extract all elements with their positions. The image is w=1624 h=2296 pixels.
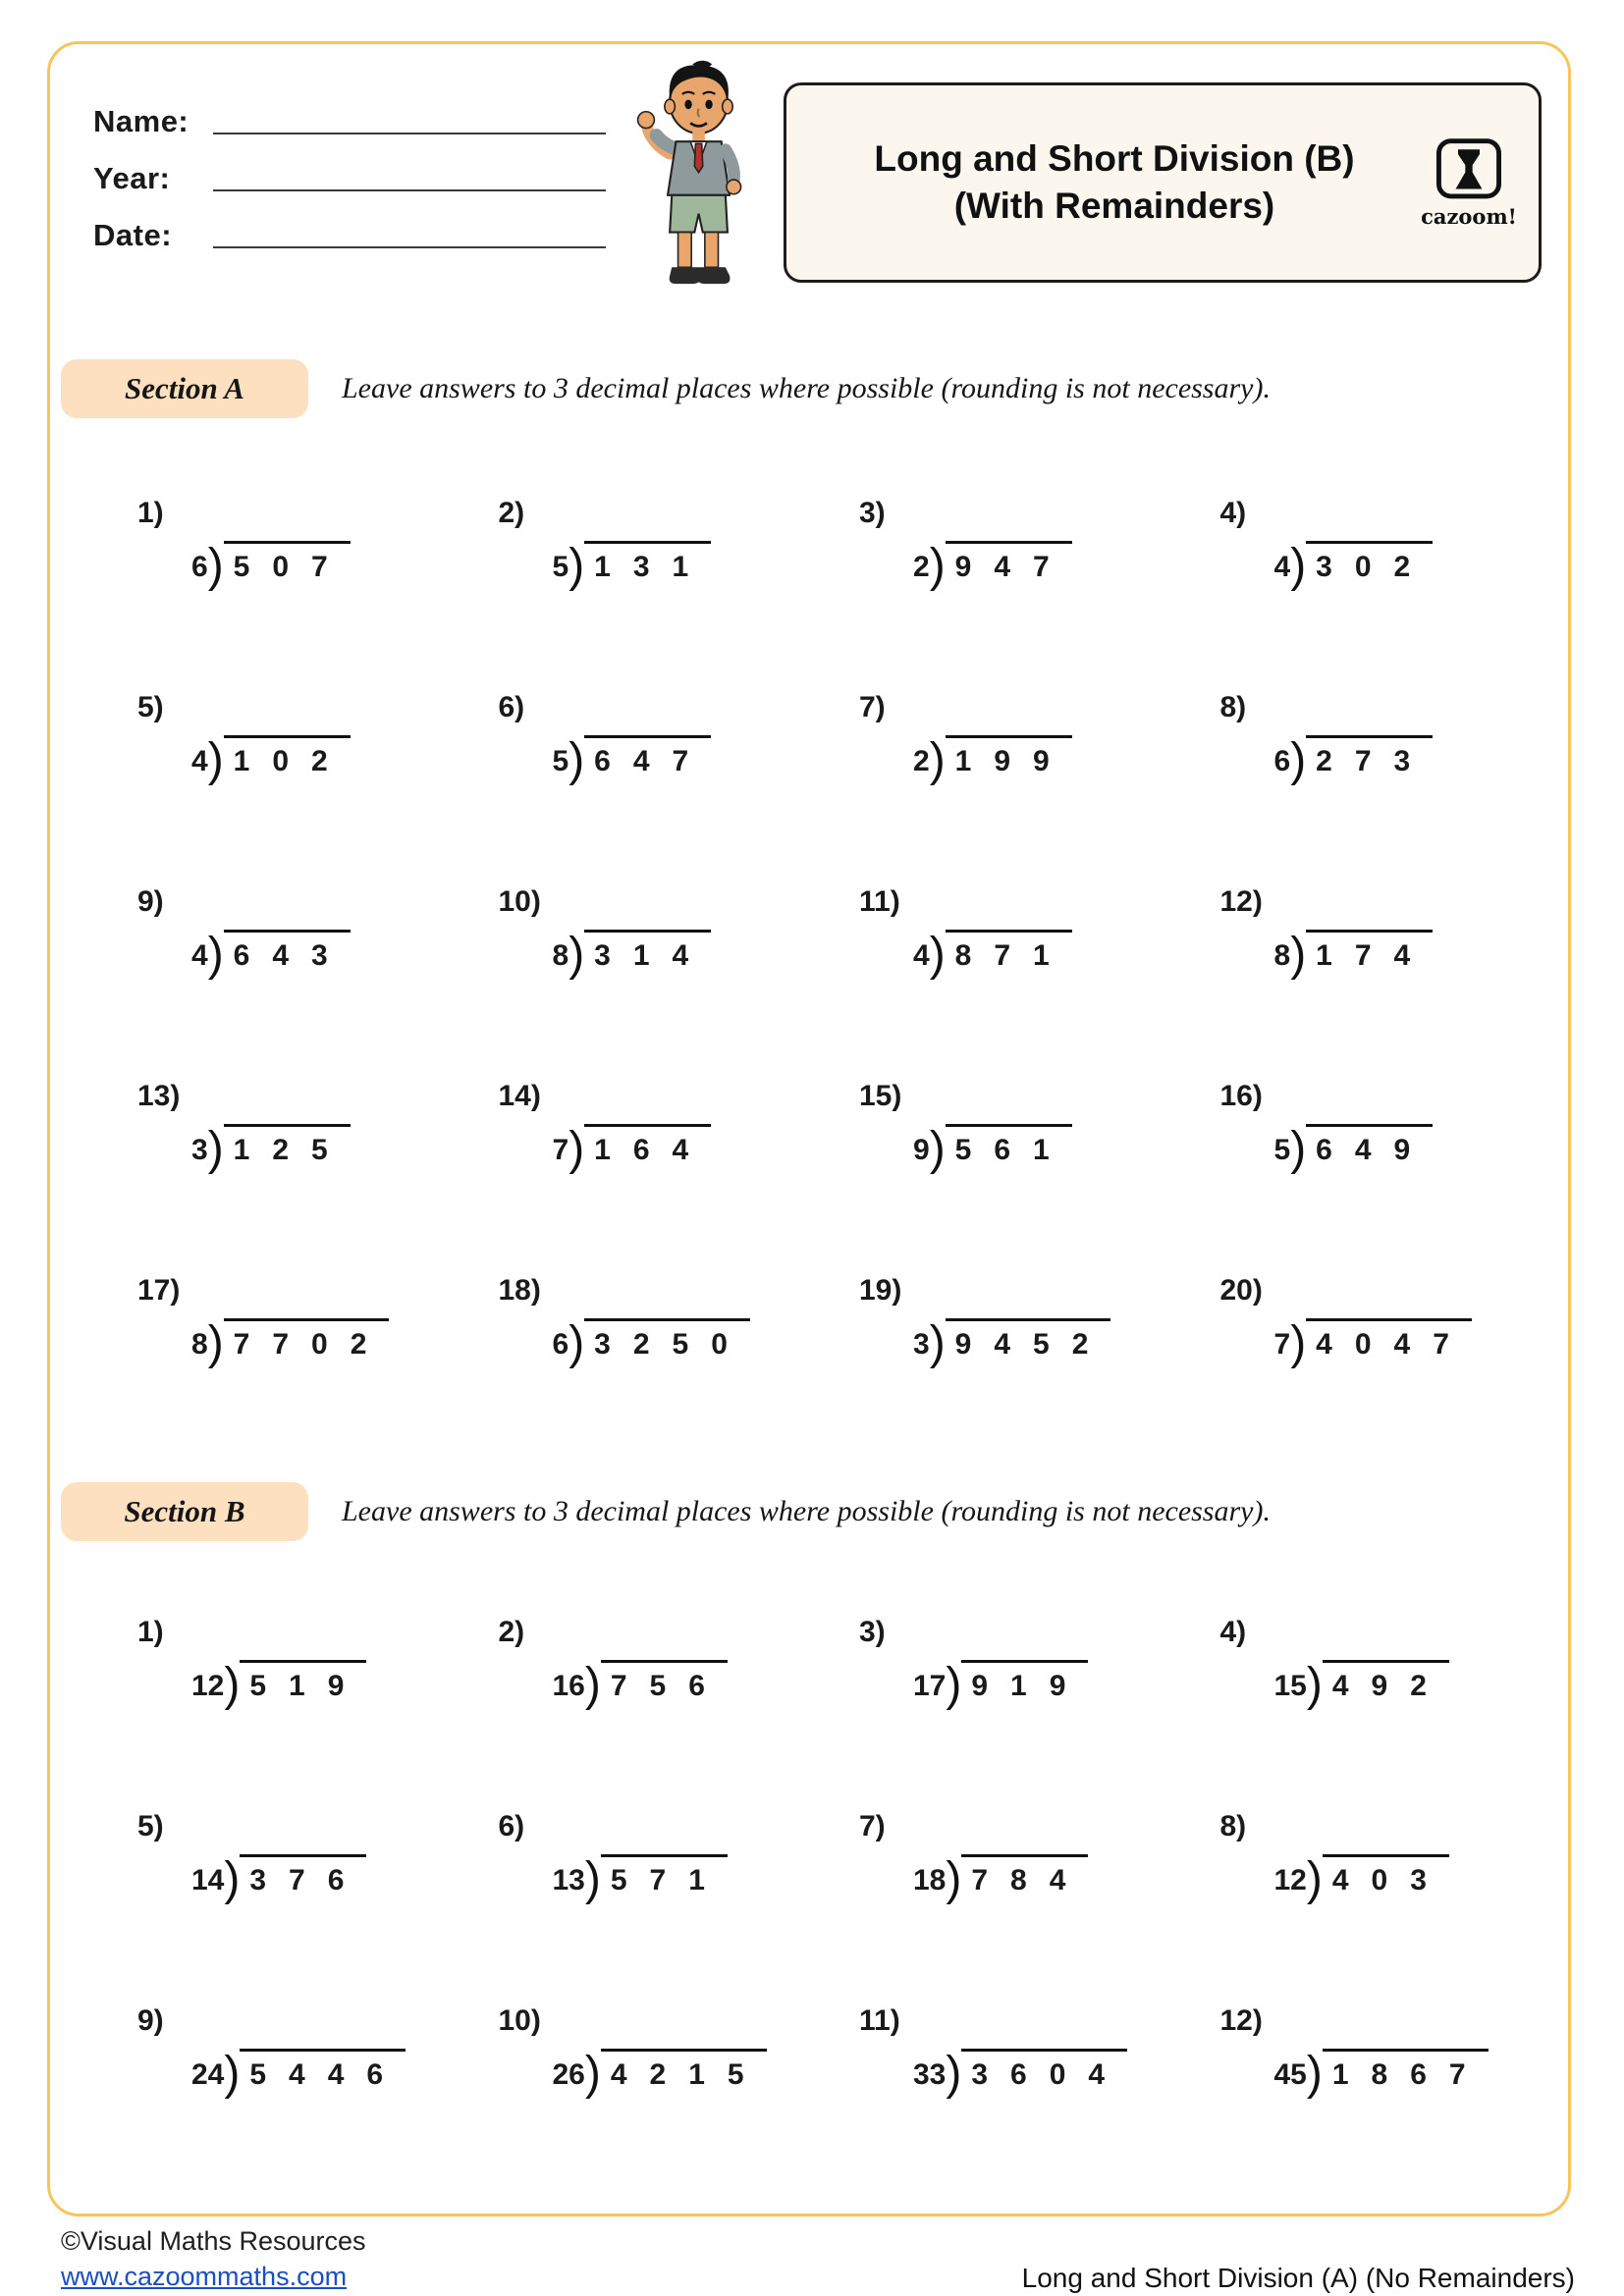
problem-number: 16) [1219,1080,1263,1112]
dividend: 4047 [1306,1318,1472,1363]
divisor: 17 [913,1670,947,1702]
divisor: 4 [191,745,208,777]
date-field-row [93,208,606,253]
division-bracket-icon [585,1666,601,1705]
division-bracket-icon [568,547,584,586]
divisor: 16 [552,1670,585,1702]
dividend: 273 [1306,735,1433,780]
division-problem [835,496,1196,586]
dividend: 561 [946,1124,1072,1169]
divisor: 4 [913,939,930,972]
dividend: 102 [224,735,351,780]
dividend: 919 [961,1660,1088,1705]
dividend: 784 [961,1854,1088,1899]
cazoom-logo [1417,137,1521,229]
division-problem [835,884,1196,975]
division-expression [553,1124,836,1169]
division-expression [553,930,836,975]
division-problem [113,690,474,780]
dividend: 314 [584,930,711,975]
division-expression [913,930,1196,975]
division-expression [191,1318,474,1363]
problem-number: 13) [137,1080,181,1112]
division-bracket-icon [930,935,946,975]
problem-number: 10) [498,885,541,918]
section-a-header [61,359,1539,418]
problem-number: 18) [498,1274,541,1307]
division-problem [835,690,1196,780]
division-expression [1274,1660,1557,1705]
problem-number: 1) [137,497,164,529]
divisor: 13 [552,1864,585,1896]
problem-number: 2) [498,497,525,529]
division-problem [474,1809,836,1899]
problem-number: 12) [1219,2004,1263,2037]
problem-number: 14) [498,1080,541,1112]
division-problem [113,1079,474,1169]
dividend: 4215 [601,2049,767,2094]
division-bracket-icon [1290,741,1306,780]
year-input-line [213,189,606,191]
division-bracket-icon [208,935,224,975]
division-problem [474,690,836,780]
division-problem [1196,496,1557,586]
division-bracket-icon [1307,1666,1323,1705]
student-fields [93,94,606,265]
problem-number: 9) [137,885,164,918]
division-problem [113,496,474,586]
divisor: 12 [1273,1864,1307,1896]
dividend: 131 [584,541,711,586]
division-expression [1274,1854,1557,1899]
division-bracket-icon [946,1666,961,1705]
dividend: 3250 [584,1318,750,1363]
division-expression [553,1854,836,1899]
division-bracket-icon [568,935,584,975]
dividend: 519 [240,1660,366,1705]
division-expression [553,541,836,586]
dividend: 871 [946,930,1072,975]
cartoon-boy-illustration [630,55,765,307]
section-a-problems [113,496,1556,1363]
division-bracket-icon [930,547,946,586]
division-bracket-icon [1290,1324,1306,1363]
problem-number: 9) [137,2004,164,2037]
division-problem [474,1273,836,1363]
problem-number: 17) [137,1274,181,1307]
dividend: 647 [584,735,711,780]
division-expression [553,1660,836,1705]
division-expression [191,1660,474,1705]
division-bracket-icon [1307,1860,1323,1899]
dividend: 376 [240,1854,366,1899]
dividend: 302 [1306,541,1433,586]
division-expression [913,1318,1196,1363]
worksheet-title-line2: (With Remainders) [953,186,1275,226]
footer-link[interactable]: www.cazoommaths.com [61,2261,348,2291]
divisor: 5 [1273,1134,1291,1166]
dividend: 164 [584,1124,711,1169]
year-label: Year: [93,161,171,195]
worksheet-title-line1: Long and Short Division (B) [874,137,1355,179]
division-expression [1274,735,1557,780]
problem-number: 3) [859,1616,886,1648]
problem-number: 4) [1219,497,1247,529]
division-expression [913,735,1196,780]
problem-number: 2) [498,1616,525,1648]
dividend: 9452 [946,1318,1111,1363]
division-problem [474,1079,836,1169]
division-expression [1274,930,1557,975]
division-problem [1196,1273,1557,1363]
division-expression [553,1318,836,1363]
division-expression [913,541,1196,586]
dividend: 947 [946,541,1072,586]
division-problem [474,496,836,586]
division-problem [1196,1615,1557,1705]
problem-number: 7) [859,691,886,723]
dividend: 649 [1306,1124,1433,1169]
division-problem [1196,1809,1557,1899]
divisor: 2 [913,745,930,777]
division-bracket-icon [930,1130,946,1169]
section-b-label: Section B [61,1482,308,1541]
division-bracket-icon [208,1324,224,1363]
division-bracket-icon [568,1324,584,1363]
section-b-instruction: Leave answers to 3 decimal places where possible (rounding is not necessary). [342,1495,1271,1527]
division-problem [1196,884,1557,975]
divisor: 4 [1273,551,1291,583]
problem-number: 3) [859,497,886,529]
problem-number: 8) [1219,691,1247,723]
divisor: 6 [191,551,208,583]
divisor: 6 [1273,745,1291,777]
problem-number: 5) [137,1810,164,1842]
divisor: 5 [552,745,569,777]
divisor: 14 [191,1864,225,1896]
division-bracket-icon [208,547,224,586]
dividend: 643 [224,930,351,975]
divisor: 33 [913,2058,947,2091]
division-bracket-icon [224,1666,240,1705]
division-expression [191,541,474,586]
problem-number: 6) [498,1810,525,1842]
footer-worksheet-name: Long and Short Division (A) (No Remainders) [1021,2263,1575,2294]
footer [61,2224,1575,2294]
divisor: 8 [1273,939,1291,972]
division-bracket-icon [1290,1130,1306,1169]
division-problem [113,2003,474,2094]
divisor: 45 [1273,2058,1307,2091]
division-problem [835,1615,1196,1705]
problem-number: 4) [1219,1616,1247,1648]
division-problem [835,1809,1196,1899]
division-problem [1196,1079,1557,1169]
division-expression [191,1124,474,1169]
division-bracket-icon [224,1860,240,1899]
problem-number: 5) [137,691,164,723]
dividend: 125 [224,1124,351,1169]
division-problem [474,884,836,975]
dividend: 403 [1323,1854,1449,1899]
problem-number: 12) [1219,885,1263,918]
division-expression [913,2049,1196,2094]
dividend: 507 [224,541,351,586]
divisor: 9 [913,1134,930,1166]
cazoom-logo-icon [1433,137,1505,202]
division-problem [1196,690,1557,780]
division-expression [913,1854,1196,1899]
divisor: 3 [191,1134,208,1166]
problem-number: 11) [859,2004,900,2037]
section-b-header [61,1482,1539,1541]
divisor: 8 [552,939,569,972]
division-expression [1274,2049,1557,2094]
division-bracket-icon [930,1324,946,1363]
division-expression [553,735,836,780]
problem-number: 8) [1219,1810,1247,1842]
division-expression [191,735,474,780]
divisor: 6 [552,1328,569,1361]
division-bracket-icon [208,1130,224,1169]
divisor: 7 [1273,1328,1291,1361]
worksheet-title [812,135,1417,230]
division-expression [191,2049,474,2094]
problem-number: 15) [859,1080,902,1112]
cazoom-logo-text: cazoom! [1421,203,1517,229]
dividend: 571 [601,1854,728,1899]
divisor: 2 [913,551,930,583]
dividend: 1867 [1323,2049,1489,2094]
division-expression [1274,1124,1557,1169]
date-label: Date: [93,218,173,252]
divisor: 24 [191,2058,225,2091]
division-expression [1274,1318,1557,1363]
division-bracket-icon [585,2055,601,2094]
divisor: 12 [191,1670,225,1702]
problem-number: 20) [1219,1274,1263,1307]
division-bracket-icon [208,741,224,780]
name-input-line [213,133,606,134]
dividend: 492 [1323,1660,1449,1705]
division-expression [553,2049,836,2094]
divisor: 8 [191,1328,208,1361]
division-problem [474,1615,836,1705]
problem-number: 10) [498,2004,541,2037]
division-expression [1274,541,1557,586]
footer-left [61,2224,366,2294]
divisor: 4 [191,939,208,972]
problem-number: 7) [859,1810,886,1842]
division-bracket-icon [930,741,946,780]
dividend: 5446 [240,2049,406,2094]
worksheet-title-box [784,82,1542,283]
division-bracket-icon [1290,935,1306,975]
division-problem [1196,2003,1557,2094]
section-a-label: Section A [61,359,308,418]
divisor: 15 [1273,1670,1307,1702]
division-bracket-icon [568,741,584,780]
division-problem [474,2003,836,2094]
division-expression [913,1124,1196,1169]
division-problem [113,1615,474,1705]
divisor: 5 [552,551,569,583]
name-field-row [93,94,606,139]
problem-number: 6) [498,691,525,723]
dividend: 756 [601,1660,728,1705]
divisor: 3 [913,1328,930,1361]
division-problem [835,2003,1196,2094]
division-bracket-icon [585,1860,601,1899]
division-problem [835,1079,1196,1169]
division-expression [191,930,474,975]
dividend: 174 [1306,930,1433,975]
year-field-row [93,151,606,196]
division-problem [835,1273,1196,1363]
division-problem [113,884,474,975]
divisor: 18 [913,1864,947,1896]
section-b-problems [113,1615,1556,2094]
name-label: Name: [93,104,189,138]
problem-number: 19) [859,1274,902,1307]
division-bracket-icon [1307,2055,1323,2094]
division-problem [113,1273,474,1363]
date-input-line [213,246,606,248]
division-bracket-icon [568,1130,584,1169]
divisor: 7 [552,1134,569,1166]
division-bracket-icon [1290,547,1306,586]
division-problem [113,1809,474,1899]
division-expression [913,1660,1196,1705]
division-expression [191,1854,474,1899]
dividend: 199 [946,735,1072,780]
dividend: 3604 [961,2049,1127,2094]
section-a-instruction: Leave answers to 3 decimal places where possible (rounding is not necessary). [342,372,1271,404]
division-bracket-icon [946,1860,961,1899]
division-bracket-icon [946,2055,961,2094]
footer-copyright: ©Visual Maths Resources [61,2226,366,2256]
problem-number: 11) [859,885,900,918]
problem-number: 1) [137,1616,164,1648]
dividend: 7702 [224,1318,390,1363]
division-bracket-icon [224,2055,240,2094]
divisor: 26 [552,2058,585,2091]
